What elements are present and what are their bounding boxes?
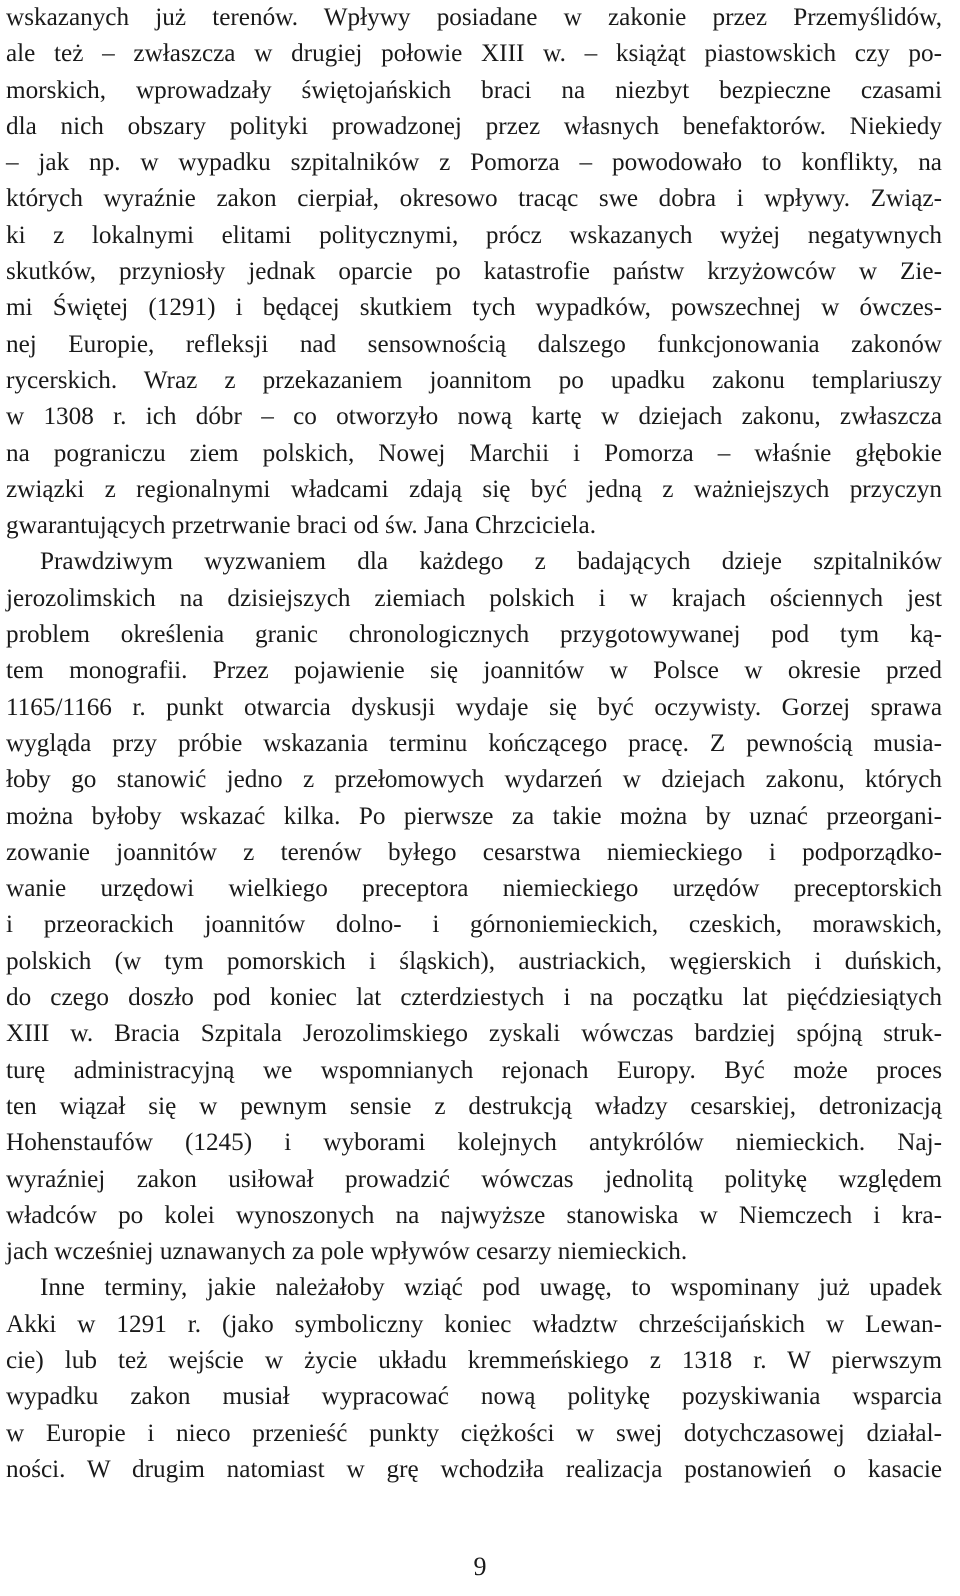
text-line: wanie urzędowi wielkiego preceptora niemieckiego urzędów preceptorskich <box>6 875 942 903</box>
text-line: łoby go stanowić jedno z przełomowych wydarzeń w dziejach zakonu, których <box>6 766 942 794</box>
text-line: jach wcześniej uznawanych za pole wpływów cesarzy niemieckich. <box>6 1238 688 1266</box>
text-line: nej Europie, refleksji nad sensownością dalszego funkcjonowania zakonów <box>6 330 942 358</box>
text-line: gwarantujących przetrwanie braci od św. Jana Chrzciciela. <box>6 512 596 540</box>
text-line: można byłoby wskazać kilka. Po pierwsze za takie można by uznać przeorgani- <box>6 802 942 830</box>
text-line: Inne terminy, jakie należałoby wziąć pod uwagę, to wspominany już upadek <box>40 1274 942 1302</box>
text-line: wyraźniej zakon usiłował prowadzić wówczas jednolitą politykę względem <box>6 1165 942 1193</box>
text-line: związki z regionalnymi władcami zdają się być jedną z ważniejszych przyczyn <box>6 475 942 503</box>
text-line: w 1308 r. ich dóbr – co otworzyło nową kartę w dziejach zakonu, zwłaszcza <box>6 403 942 431</box>
text-line: 1165/1166 r. punkt otwarcia dyskusji wydaje się być oczywisty. Gorzej sprawa <box>6 693 942 721</box>
text-line: wygląda przy próbie wskazania terminu kończącego pracę. Z pewnością musia- <box>6 729 942 757</box>
text-line: ten wiązał się w pewnym sensie z destrukcją władzy cesarskiej, detronizacją <box>6 1092 942 1120</box>
text-line: w Europie i nieco przenieść punkty ciężkości w swej dotychczasowej działal- <box>6 1419 942 1447</box>
text-line: rycerskich. Wraz z przekazaniem joannitom po upadku zakonu templariuszy <box>6 366 942 394</box>
text-line: których wyraźnie zakon cierpiał, okresowo tracąc swe dobra i wpływy. Związ- <box>6 185 942 213</box>
text-line: ności. W drugim natomiast w grę wchodziła realizacja postanowień o kasacie <box>6 1455 942 1483</box>
text-line: tem monografii. Przez pojawienie się joannitów w Polsce w okresie przed <box>6 657 942 685</box>
text-line: XIII w. Bracia Szpitala Jerozolimskiego zyskali wówczas bardziej spójną struk- <box>6 1020 942 1048</box>
text-line: skutków, przyniosły jednak oparcie po katastrofie państw krzyżowców w Zie- <box>6 258 942 286</box>
text-line: turę administracyjną we wspomnianych rejonach Europy. Być może proces <box>6 1056 942 1084</box>
text-line: polskich (w tym pomorskich i śląskich), austriackich, węgierskich i duńskich, <box>6 947 942 975</box>
text-line: jerozolimskich na dzisiejszych ziemiach polskich i w krajach ościennych jest <box>6 584 942 612</box>
page-number: 9 <box>473 1552 487 1581</box>
text-line: wypadku zakon musiał wypracować nową politykę pozyskiwania wsparcia <box>6 1383 942 1411</box>
text-line: zowanie joannitów z terenów byłego cesarstwa niemieckiego i podporządko- <box>6 838 942 866</box>
text-line: dla nich obszary polityki prowadzonej przez własnych benefaktorów. Niekiedy <box>6 112 942 140</box>
text-line: morskich, wprowadzały świętojańskich braci na niezbyt bezpieczne czasami <box>6 76 942 104</box>
text-line: do czego doszło pod koniec lat czterdziestych i na początku lat pięćdziesiątych <box>6 984 942 1012</box>
text-line: cie) lub też wejście w życie układu kremmeńskiego z 1318 r. W pierwszym <box>6 1346 942 1374</box>
text-line: problem określenia granic chronologicznych przygotowywanej pod tym ką- <box>6 621 942 649</box>
text-line: mi Świętej (1291) i będącej skutkiem tych wypadków, powszechnej w ówczes- <box>6 294 942 322</box>
text-line: Akki w 1291 r. (jako symboliczny koniec władztw chrześcijańskich w Lewan- <box>6 1310 942 1338</box>
text-line: ale też – zwłaszcza w drugiej połowie XIII w. – książąt piastowskich czy po- <box>6 40 942 68</box>
text-line: Prawdziwym wyzwaniem dla każdego z badających dzieje szpitalników <box>40 548 942 576</box>
text-line: – jak np. w wypadku szpitalników z Pomorza – powodowało to konflikty, na <box>6 149 942 177</box>
text-line: i przeorackich joannitów dolno- i górnoniemieckich, czeskich, morawskich, <box>6 911 942 939</box>
text-line: wskazanych już terenów. Wpływy posiadane w zakonie przez Przemyślidów, <box>6 4 942 31</box>
text-line: Hohenstaufów (1245) i wyborami kolejnych antykrólów niemieckich. Naj- <box>6 1129 942 1157</box>
body-text <box>6 0 942 1488</box>
text-line: władców po kolei wynoszonych na najwyższe stanowiska w Niemczech i kra- <box>6 1201 942 1229</box>
text-line: ki z lokalnymi elitami politycznymi, prócz wskazanych wyżej negatywnych <box>6 221 942 249</box>
text-line: na pograniczu ziem polskich, Nowej Marchii i Pomorza – właśnie głębokie <box>6 439 942 467</box>
